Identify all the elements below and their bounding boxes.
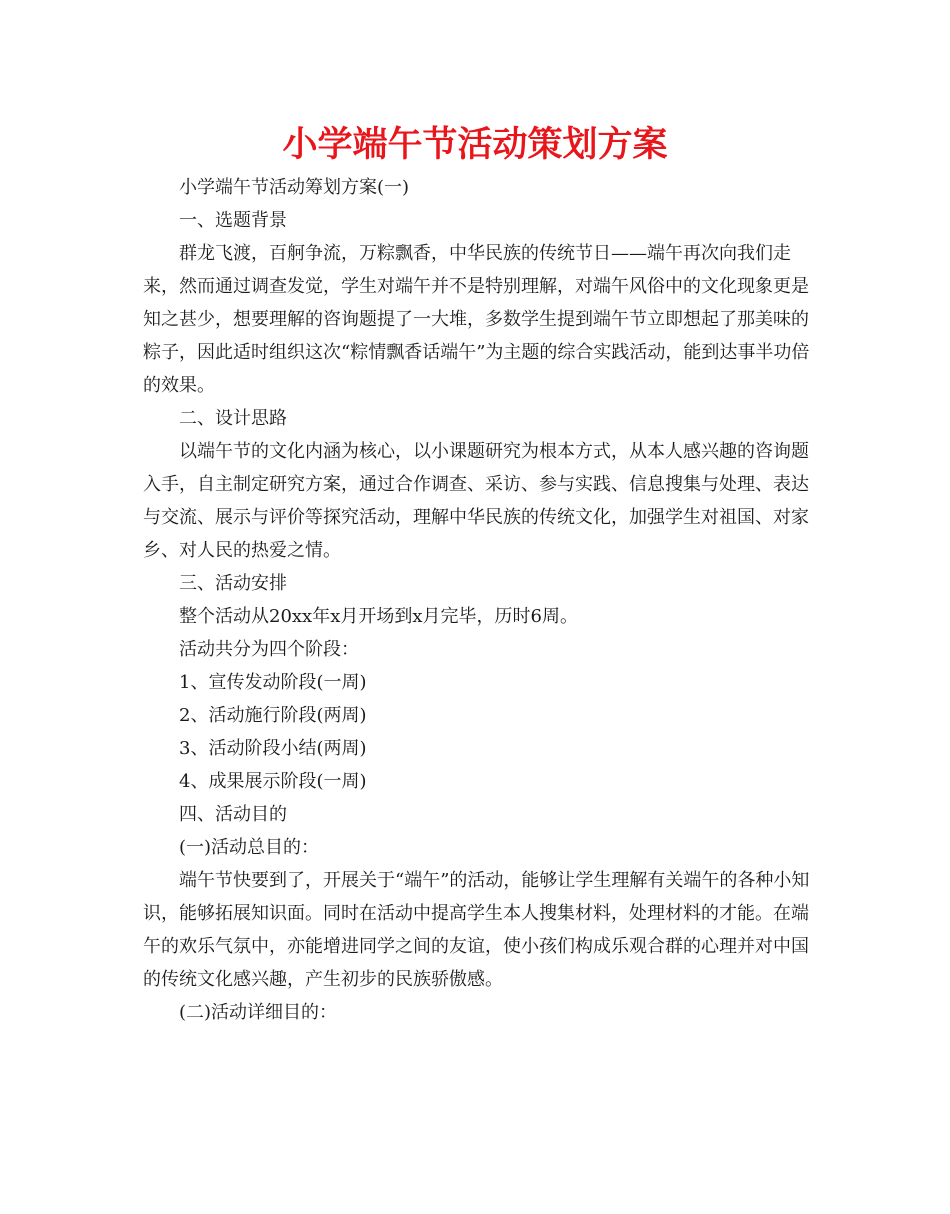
paragraph-duration: 整个活动从20xx年x月开场到x月完毕，历时6周。 <box>179 606 578 627</box>
list-item-stage-4: 4、成果展示阶段(一周) <box>179 771 367 792</box>
list-item-stage-1: 1、宣传发动阶段(一周) <box>179 672 367 693</box>
list-item-stage-2: 2、活动施行阶段(两周) <box>179 705 367 726</box>
paragraph-overall-goal: 端午节快要到了，开展关于“端午”的活动，能够让学生理解有关端午的各种小知识，能够拓展知识面。同时在活动中提高学生本人搜集材料，处理材料的才能。在端午的欢乐气氛中，亦能增进同学之间的友谊，使小孩们构成乐观合群的心理并对中国的传统文化感兴趣，产生初步的民族骄傲感。 <box>143 870 810 990</box>
document-body <box>143 171 823 1029</box>
paragraph-stages-intro: 活动共分为四个阶段： <box>179 639 359 660</box>
heading-goals: 四、活动目的 <box>179 804 287 825</box>
subheading-overall-goal: (一)活动总目的： <box>179 837 320 858</box>
paragraph-background: 群龙飞渡，百舸争流，万粽飘香，中华民族的传统节日——端午再次向我们走来，然而通过调查发觉，学生对端午并不是特别理解，对端午风俗中的文化现象更是知之甚少，想要理解的咨询题提了一大堆，多数学生提到端午节立即想起了那美味的粽子，因此适时组织这次“粽情飘香话端午”为主题的综合实践活动，能到达事半功倍的效果。 <box>143 243 810 396</box>
heading-design: 二、设计思路 <box>179 408 287 429</box>
document-title: 小学端午节活动策划方案 <box>282 125 668 165</box>
heading-background: 一、选题背景 <box>179 210 287 231</box>
list-item-stage-3: 3、活动阶段小结(两周) <box>179 738 367 759</box>
heading-schedule: 三、活动安排 <box>179 573 287 594</box>
paragraph-subtitle: 小学端午节活动筹划方案(一) <box>179 177 410 198</box>
subheading-detailed-goal: (二)活动详细目的： <box>179 1002 338 1023</box>
paragraph-design: 以端午节的文化内涵为核心，以小课题研究为根本方式，从本人感兴趣的咨询题入手，自主制定研究方案，通过合作调查、采访、参与实践、信息搜集与处理、表达与交流、展示与评价等探究活动，理解中华民族的传统文化，加强学生对祖国、对家乡、对人民的热爱之情。 <box>143 441 809 561</box>
